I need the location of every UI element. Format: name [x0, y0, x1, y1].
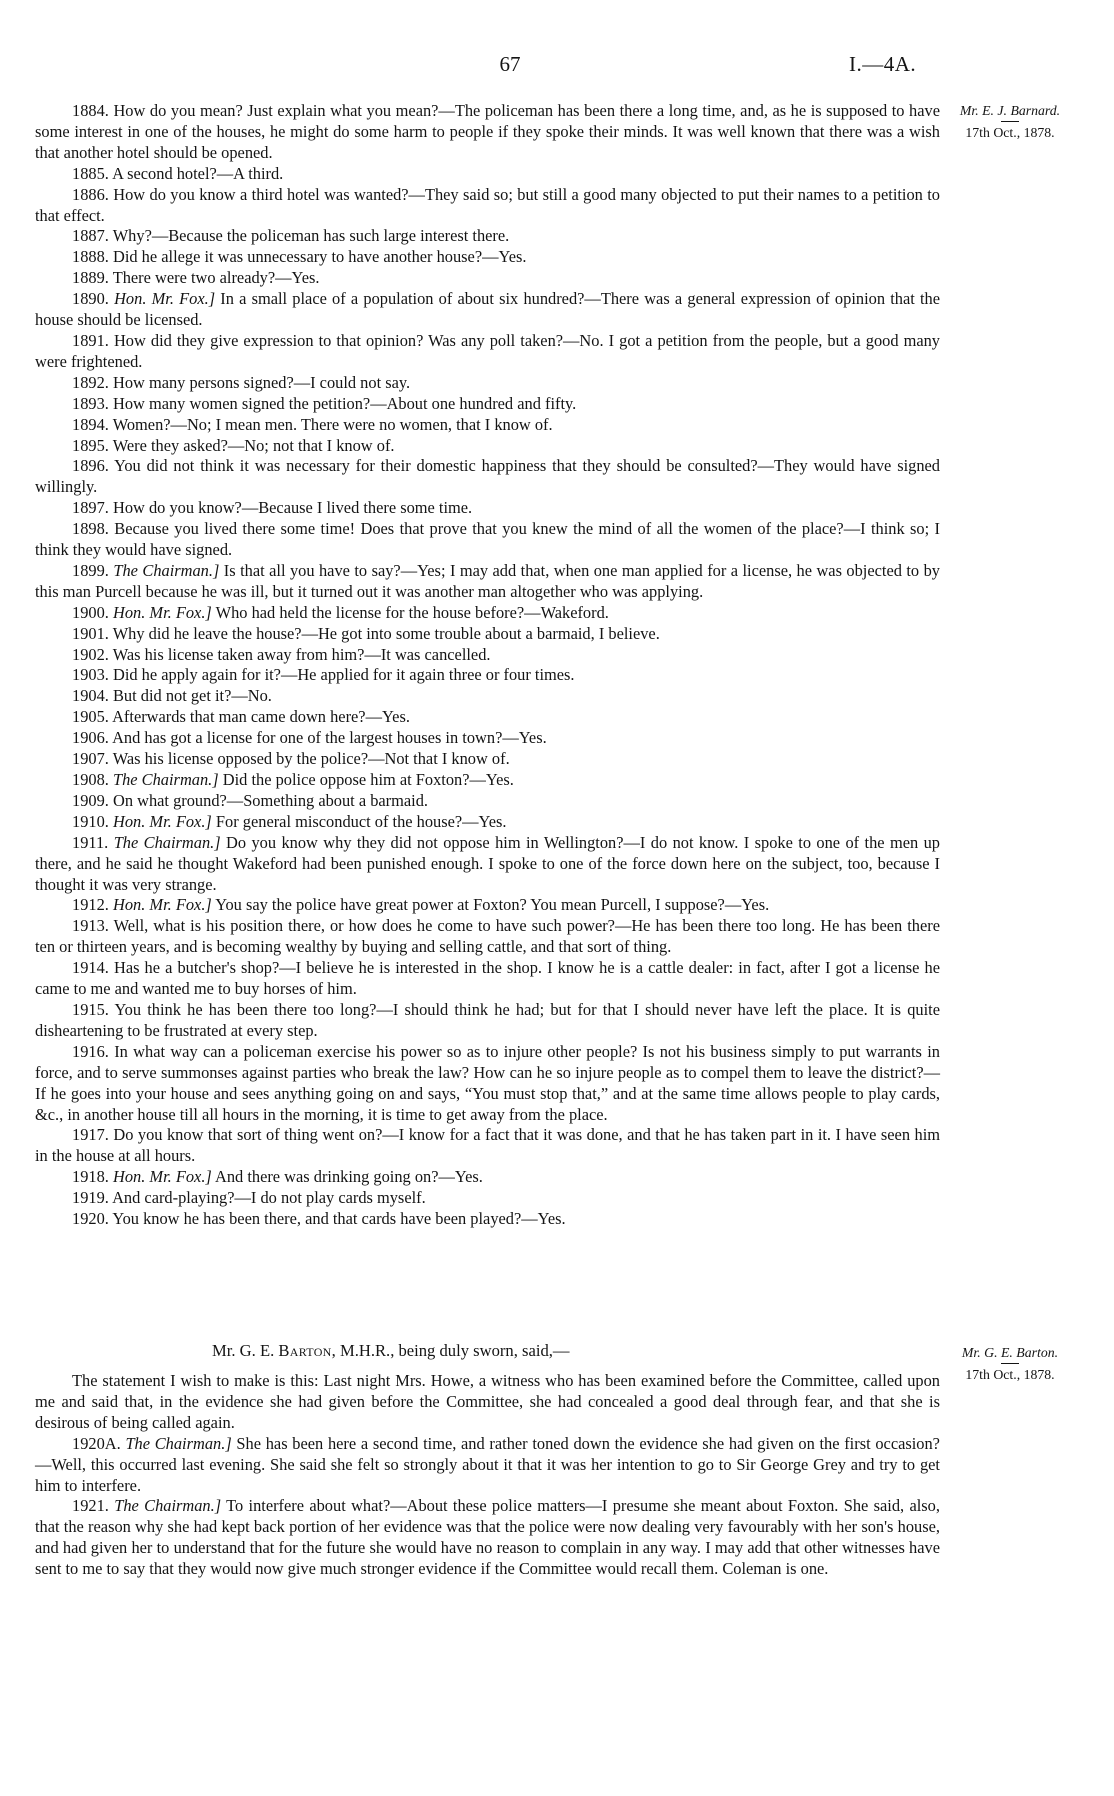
question-number: 1887. — [72, 226, 109, 246]
question-number: 1920A. — [72, 1433, 121, 1453]
evidence-paragraph — [35, 665, 940, 686]
evidence-paragraph — [35, 268, 940, 289]
question-number: 1894. — [72, 414, 109, 434]
paragraph-text: Were they asked?—No; not that I know of. — [112, 435, 395, 455]
question-number: 1900. — [72, 602, 109, 622]
paragraph-text: Was his license opposed by the police?—Not that I know of. — [112, 749, 510, 769]
question-number: 1901. — [72, 623, 109, 643]
paragraph-text: In a small place of a population of about six hundred?—There was a general expression of opinion that the house should be licensed. — [35, 289, 940, 330]
margin-note-divider — [1001, 1363, 1019, 1364]
question-number: 1896. — [72, 456, 109, 476]
paragraph-text: Do you know why they did not oppose him in Wellington?—I do not know. I spoke to one of the men up there, and he said he thought Wakeford had been punished enough. I spoke to one of the force down here on the subject, too, because I thought it was very strange. — [35, 832, 940, 894]
evidence-paragraph — [35, 812, 940, 833]
question-number: 1902. — [72, 644, 109, 664]
paragraph-text: Women?—No; I mean men. There were no women, that I know of. — [112, 414, 553, 434]
question-number: 1912. — [72, 895, 109, 915]
paragraph-text: Did he allege it was unnecessary to have another house?—Yes. — [113, 247, 527, 267]
evidence-paragraph — [35, 1167, 940, 1188]
margin-note-witness — [949, 103, 1071, 141]
paragraph-text: Did he apply again for it?—He applied for it again three or four times. — [113, 665, 575, 685]
question-number: 1909. — [72, 790, 109, 810]
evidence-paragraph — [35, 561, 940, 603]
evidence-paragraph — [35, 707, 940, 728]
evidence-column — [35, 101, 940, 1230]
paragraph-text: Why did he leave the house?—He got into some trouble about a barmaid, I believe. — [112, 623, 660, 643]
question-number: 1892. — [72, 372, 109, 392]
evidence-paragraph — [35, 1042, 940, 1126]
paragraph-text: The statement I wish to make is this: Last night Mrs. Howe, a witness who has been examined before the Committee, called upon me and said that, in the evidence she had given before the Committee, she had concealed a good deal through fear, and that she is desirous of being called again. — [35, 1371, 940, 1432]
evidence-paragraph — [35, 603, 940, 624]
evidence-paragraph — [35, 686, 940, 707]
speaker-name: The Chairman.] — [113, 832, 221, 852]
evidence-paragraph — [35, 770, 940, 791]
question-number: 1899. — [72, 560, 109, 580]
evidence-paragraph — [35, 624, 940, 645]
question-number: 1886. — [72, 184, 109, 204]
speaker-name: Hon. Mr. Fox.] — [113, 602, 212, 622]
speaker-name: The Chairman.] — [114, 1496, 222, 1516]
evidence-paragraph — [35, 1209, 940, 1230]
margin-note-date: 17th Oct., 1878. — [965, 125, 1055, 140]
margin-note-date: 17th Oct., 1878. — [965, 1367, 1055, 1382]
question-number: 1904. — [72, 686, 109, 706]
evidence-paragraph — [35, 916, 940, 958]
question-number: 1918. — [72, 1167, 109, 1187]
section-heading-prefix: Mr. G. E. — [212, 1341, 279, 1360]
section-heading-name: Barton — [278, 1341, 332, 1360]
statement-column — [35, 1371, 940, 1580]
evidence-paragraph — [35, 164, 940, 185]
speaker-name: The Chairman.] — [113, 560, 220, 580]
evidence-paragraph — [35, 519, 940, 561]
question-number: 1919. — [72, 1188, 109, 1208]
paragraph-text: To interfere about what?—About these police matters—I presume she meant about Foxton. She said, also, that the reason why she had kept back portion of her evidence was that the police were now dealing very favourably with her son's house, and had given her to understand that for the future she would have no reason to complain in any way. I may add that other witnesses have sent to me to say that they would now give much stronger evidence if the Committee would recall them. Coleman is one. — [35, 1496, 940, 1579]
question-number: 1920. — [72, 1209, 109, 1229]
margin-note-name: Mr. E. J. Barnard. — [959, 103, 1061, 118]
question-number: 1889. — [72, 268, 109, 288]
paragraph-text: You did not think it was necessary for their domestic happiness that they should be consulted?—They would have signed willingly. — [35, 456, 940, 497]
question-number: 1888. — [72, 247, 109, 267]
evidence-paragraph — [35, 1188, 940, 1209]
paragraph-text: There were two already?—Yes. — [112, 268, 320, 288]
question-number: 1915. — [72, 999, 109, 1019]
speaker-name: The Chairman.] — [113, 770, 219, 789]
question-number: 1885. — [72, 163, 109, 183]
evidence-paragraph — [35, 895, 940, 916]
evidence-paragraph — [35, 226, 940, 247]
paragraph-text: But did not get it?—No. — [113, 686, 272, 706]
paragraph-text: How many persons signed?—I could not say. — [113, 372, 411, 392]
paragraph-text: Who had held the license for the house before?—Wakeford. — [215, 602, 609, 622]
page-number: 67 — [499, 52, 521, 76]
evidence-paragraph — [35, 645, 940, 666]
question-number: 1903. — [72, 665, 109, 685]
evidence-paragraph — [35, 456, 940, 498]
paragraph-text: And card-playing?—I do not play cards myself. — [112, 1188, 426, 1208]
question-number: 1895. — [72, 435, 109, 455]
evidence-paragraph — [35, 749, 940, 770]
evidence-paragraph — [35, 415, 940, 436]
margin-note-name: Mr. G. E. Barton. — [961, 1345, 1059, 1360]
speaker-name: Hon. Mr. Fox.] — [113, 895, 212, 915]
question-number: 1898. — [72, 519, 109, 539]
question-number: 1906. — [72, 728, 109, 748]
paragraph-text: Because you lived there some time! Does that prove that you knew the mind of all the women of the place?—I think so; I think they would have signed. — [35, 519, 940, 560]
margin-note-witness — [949, 1345, 1071, 1383]
evidence-paragraph — [35, 1000, 940, 1042]
evidence-paragraph — [35, 1496, 940, 1580]
question-number: 1913. — [72, 916, 109, 936]
evidence-paragraph — [35, 1125, 940, 1167]
evidence-paragraph — [35, 791, 940, 812]
evidence-paragraph — [35, 185, 940, 227]
paragraph-text: Do you know that sort of thing went on?—I know for a fact that it was done, and that he has taken part in it. I have seen him in the house at all hours. — [35, 1125, 940, 1166]
evidence-paragraph — [35, 1434, 940, 1497]
question-number: 1921. — [72, 1496, 109, 1516]
speaker-name: The Chairman.] — [125, 1433, 232, 1453]
evidence-paragraph — [35, 373, 940, 394]
margin-note-divider — [1001, 121, 1019, 122]
paragraph-text: And there was drinking going on?—Yes. — [215, 1167, 483, 1187]
paragraph-text: And has got a license for one of the largest houses in town?—Yes. — [112, 728, 547, 748]
evidence-paragraph — [35, 958, 940, 1000]
section-heading — [212, 1341, 942, 1361]
paragraph-text: How many women signed the petition?—About one hundred and fifty. — [113, 393, 577, 413]
paragraph-text: Why?—Because the policeman has such large interest there. — [112, 226, 510, 246]
evidence-paragraph — [35, 394, 940, 415]
paragraph-text: Was his license taken away from him?—It was cancelled. — [112, 644, 491, 664]
paragraph-text: How do you know?—Because I lived there some time. — [113, 498, 473, 518]
evidence-paragraph — [35, 331, 940, 373]
paragraph-text: Is that all you have to say?—Yes; I may add that, when one man applied for a license, he was objected to by this man Purcell because he was ill, but it turned out it was another man altogether who was applying. — [35, 560, 940, 601]
paragraph-text: Afterwards that man came down here?—Yes. — [112, 707, 410, 727]
question-number: 1914. — [72, 958, 109, 978]
speaker-name: Hon. Mr. Fox.] — [113, 811, 212, 831]
question-number: 1911. — [72, 832, 109, 852]
paragraph-text: In what way can a policeman exercise his power so as to injure other people? Is not his business simply to put warrants in force, and to serve summonses against parties who break the law? How can he so injure people as to compel them to leave the district?—If he goes into your house and sees anything going on and says, “You must stop that,” and at the same time allows people to play cards, &c., in another house till all hours in the morning, it is time to get away from the place. — [35, 1041, 940, 1124]
question-number: 1910. — [72, 811, 109, 831]
paragraph-text: Did the police oppose him at Foxton?—Yes. — [222, 770, 514, 789]
question-number: 1897. — [72, 498, 109, 518]
paragraph-text: For general misconduct of the house?—Yes. — [215, 811, 507, 831]
question-number: 1905. — [72, 707, 109, 727]
section-heading-suffix: , M.H.R., being duly sworn, said,— — [331, 1341, 570, 1360]
paragraph-text: How did they give expression to that opinion? Was any poll taken?—No. I got a petition from the people, but a good many were frightened. — [35, 330, 940, 371]
paragraph-text: How do you mean? Just explain what you mean?—The policeman has been there a long time, and, as he is supposed to have some interest in one of the houses, he might do some harm to people if they spoke their minds. It was well known that there was a wish that another hotel should be opened. — [35, 101, 940, 162]
question-number: 1907. — [72, 749, 109, 769]
speaker-name: Hon. Mr. Fox.] — [114, 289, 216, 309]
evidence-paragraph — [35, 498, 940, 519]
question-number: 1890. — [72, 289, 109, 309]
paragraph-text: On what ground?—Something about a barmaid. — [113, 790, 428, 810]
evidence-paragraph — [35, 247, 940, 268]
evidence-paragraph — [35, 728, 940, 749]
paragraph-text: Has he a butcher's shop?—I believe he is interested in the shop. I know he is a cattle dealer: in fact, after I got a license he came to me and wanted me to buy horses of him. — [35, 958, 940, 999]
paragraph-text: You say the police have great power at Foxton? You mean Purcell, I suppose?—Yes. — [215, 895, 770, 915]
question-number: 1893. — [72, 393, 109, 413]
evidence-paragraph — [35, 101, 940, 164]
paragraph-text: Well, what is his position there, or how does he come to have such power?—He has been there too long. He has been there ten or thirteen years, and is becoming wealthy by buying and selling cattle, and that sort of thing. — [35, 916, 940, 957]
question-number: 1884. — [72, 101, 109, 120]
question-number: 1891. — [72, 330, 109, 350]
paragraph-text: You think he has been there too long?—I should think he had; but for that I should never have left the place. It is quite disheartening to be frustrated at every step. — [35, 999, 940, 1040]
question-number: 1916. — [72, 1041, 109, 1061]
question-number: 1908. — [72, 770, 109, 789]
evidence-paragraph — [35, 1371, 940, 1434]
speaker-name: Hon. Mr. Fox.] — [113, 1167, 212, 1187]
paragraph-text: How do you know a third hotel was wanted?—They said so; but still a good many objected to put their names to a petition to that effect. — [35, 184, 940, 225]
evidence-paragraph — [35, 436, 940, 457]
evidence-paragraph — [35, 833, 940, 896]
document-reference: I.—4A. — [849, 52, 917, 76]
paragraph-text: You know he has been there, and that cards have been played?—Yes. — [112, 1209, 566, 1229]
question-number: 1917. — [72, 1125, 109, 1145]
evidence-paragraph — [35, 289, 940, 331]
paragraph-text: She has been here a second time, and rather toned down the evidence she had given on the first occasion?—Well, this occurred last evening. She said she felt so strongly about it that it was her intention to go to Sir George Grey and try to get him to interfere. — [35, 1433, 940, 1495]
paragraph-text: A second hotel?—A third. — [112, 163, 284, 183]
